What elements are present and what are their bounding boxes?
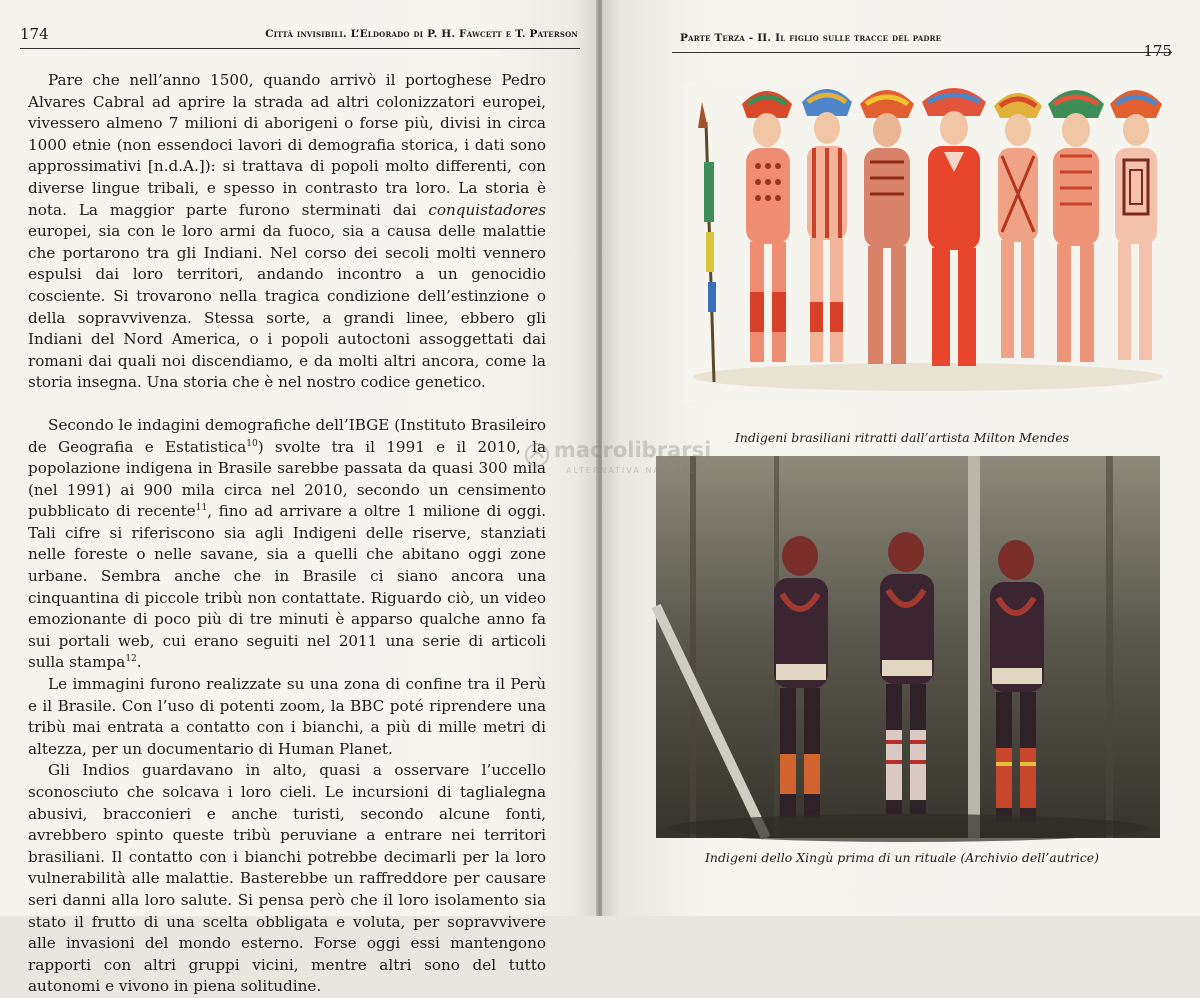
paragraph-3: Le immagini furono realizzate su una zona di confine tra il Perù e il Brasile. Con l’uso di potenti zoom, la BBC poté riprendere una tribù mai entrata a contatto con i bianchi, a più di mille metri di altezza, per un documentario di Human Planet. (28, 675, 546, 758)
paragraph-1-text-a: Pare che nell’anno 1500, quando arrivò il portoghese Pedro Alvares Cabral ad aprire la strada ad altri colonizzatori europei, vivessero almeno 7 milioni di aborigeni o forse più, divisi in circa 1000 etnie (non essendoci lavori di demografia storica, i dati sono approssimativi [n.d.A.]): si trattava di popoli molto differenti, con diverse lingue tribali, e spesso in contrasto tra loro. La storia è nota. La maggior parte furono sterminati dai (28, 71, 546, 219)
illustration-milton-mendes (684, 82, 1172, 402)
watermark-tagline: ALTERNATIVA NATURALE (566, 466, 704, 475)
running-head-right: Parte Terza - II. Il figlio sulle tracce del padre (680, 32, 942, 44)
footnote-ref-11[interactable]: 11 (195, 503, 208, 514)
photo-xingu-ritual (656, 456, 1160, 838)
page-number-left: 174 (20, 25, 49, 43)
paragraph-2-text-b: ) svolte tra il 1991 e il 2010, la popolazione indigena in Brasile sarebbe passata da quasi 300 mila (nel 1991) ai 900 mila circa nel 2010, secondo un censimento pubblicato di recente (28, 437, 547, 521)
photo-image (656, 456, 1160, 838)
caption-photo: Indigeni dello Xingù prima di un rituale (Archivio dell’autrice) (704, 850, 1100, 865)
illustration-drawing (684, 82, 1172, 402)
paragraph-4: Gli Indios guardavano in alto, quasi a osservare l’uccello sconosciuto che solcava i loro cieli. Le incursioni di taglialegna abusivi, bracconieri e anche turisti, secondo alcune fonti, avrebbero spinto queste tribù peruviane a entrare nei territori brasiliani. Il contatto con i bianchi potrebbe decimarli per la loro vulnerabilità alle malattie. Basterebbe un raffreddore per causare seri danni alla loro salute. Si pensa però che il loro isolamento sia stato il frutto di una scelta obbligata e voluta, per sopravvivere alle invasioni del mondo esterno. Forse oggi essi mantengono rapporti con altri gruppi vicini, mentre altri sono del tutto autonomi e vivono in piena solitudine. (28, 761, 546, 996)
left-page (0, 0, 598, 996)
right-page-header (672, 26, 1172, 60)
caption-illustration: Indigeni brasiliani ritratti dall’artista Milton Mendes (734, 430, 1070, 445)
running-head-left: Città invisibili. L’Eldorado di P. H. Fawcett e T. Paterson (265, 28, 578, 40)
paragraph-2-text-c: , fino ad arrivare a oltre 1 milione di oggi. Tali cifre si riferiscono sia agli Indigeni delle riserve, stanziati nelle foreste o nelle savane, sia a quelli che abitano oggi zone urbane. Sembra anche che in Brasile ci siano ancora una cinquantina di piccole tribù non contattate. Riguardo ciò, un video emozionante di poco più di tre minuti è apparso qualche anno fa sui portali web, cui erano seguiti nel 2011 una serie di articoli sulla stampa (28, 502, 546, 672)
watermark-brand: macrolibrarsi (554, 438, 712, 462)
paragraph-1-text-b: europei, sia con le loro armi da fuoco, sia a causa delle malattie che portarono tra gli Indiani. Nel corso dei secoli molti vennero espulsi dai loro territori, andando incontro a un genocidio cosciente. Si trovarono nella tragica condizione dell’estinzione o della sopravvivenza. Stessa sorte, a grandi linee, ebbero gli Indiani del Nord America, o i popoli autoctoni assoggettati dai romani dai quali noi discendiamo, e da molti altri ancora, come la storia insegna. Una storia che è nel nostro codice genetico. (28, 222, 546, 392)
macrolibrarsi-watermark (520, 438, 750, 482)
footnote-ref-12[interactable]: 12 (125, 654, 137, 665)
paragraph-2 (28, 415, 546, 674)
page-number-right: 175 (1143, 42, 1172, 60)
watermark-logo-icon (524, 442, 550, 468)
paragraph-2-text-a: Secondo le indagini demografiche dell’IBGE (Instituto Brasileiro de Geografia e Estatistica (28, 415, 546, 456)
left-page-body (28, 70, 546, 998)
paragraph-2-text-d: . (136, 653, 142, 672)
left-page-header (20, 22, 580, 49)
paragraph-1 (28, 70, 546, 394)
paragraph-1-italic-term: conquistadores (428, 200, 546, 219)
footnote-ref-10[interactable]: 10 (246, 438, 258, 449)
